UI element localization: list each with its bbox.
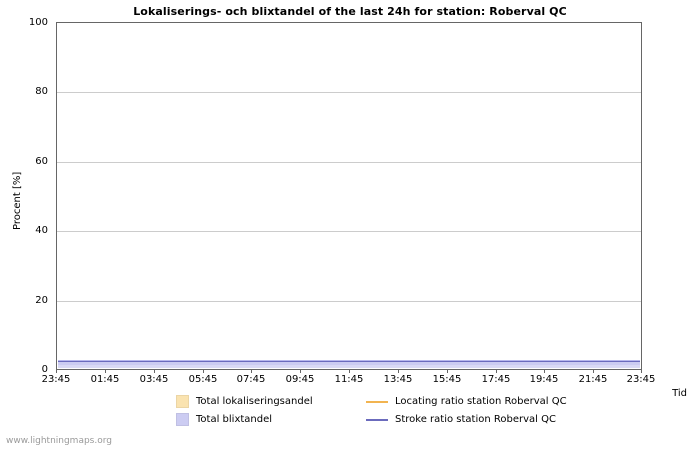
x-tick-label: 09:45 — [285, 374, 315, 385]
legend-swatch-box-icon — [176, 395, 189, 408]
x-tick-label: 03:45 — [139, 374, 169, 385]
y-tick-label: 80 — [35, 86, 48, 97]
x-axis-title: Tid — [672, 388, 687, 399]
legend-swatch-line-icon — [366, 396, 388, 406]
x-tick — [447, 369, 448, 373]
legend-item-total-blixtandel — [176, 413, 366, 426]
series-area-total-lokaliseringsandel — [58, 365, 640, 368]
gridline — [57, 162, 641, 163]
x-tick — [544, 369, 545, 373]
x-tick-label: 13:45 — [383, 374, 413, 385]
y-tick-label: 60 — [35, 156, 48, 167]
y-tick-label: 20 — [35, 295, 48, 306]
chart-title: Lokaliserings- och blixtandel of the last 24h for station: Roberval QC — [133, 5, 567, 18]
y-tick-label: 100 — [28, 17, 48, 28]
legend-item-stroke-ratio — [366, 414, 556, 425]
x-tick — [398, 369, 399, 373]
legend-label: Total lokaliseringsandel — [196, 395, 313, 407]
chart-legend — [176, 392, 596, 428]
x-tick-label: 05:45 — [188, 374, 218, 385]
y-tick-label: 40 — [35, 225, 48, 236]
x-tick — [154, 369, 155, 373]
x-tick-label: 23:45 — [626, 374, 656, 385]
x-tick-label: 19:45 — [529, 374, 559, 385]
x-tick-label: 15:45 — [432, 374, 462, 385]
x-tick — [300, 369, 301, 373]
legend-label: Total blixtandel — [196, 413, 273, 425]
x-tick-label: 07:45 — [236, 374, 266, 385]
legend-swatch-box-icon — [176, 413, 189, 426]
x-tick — [203, 369, 204, 373]
x-tick — [496, 369, 497, 373]
x-tick-label: 11:45 — [334, 374, 364, 385]
y-tick-label: 0 — [41, 364, 48, 375]
x-tick-label: 23:45 — [41, 374, 71, 385]
legend-label: Locating ratio station Roberval QC — [395, 395, 567, 407]
x-tick — [593, 369, 594, 373]
gridline — [57, 92, 641, 93]
legend-row — [176, 392, 596, 410]
gridline — [57, 231, 641, 232]
x-tick-label: 01:45 — [90, 374, 120, 385]
y-axis-title: Procent [%] — [12, 171, 23, 230]
x-tick — [349, 369, 350, 373]
x-tick — [56, 369, 57, 373]
legend-item-total-lokaliseringsandel — [176, 395, 366, 408]
plot-area — [56, 22, 642, 370]
x-tick-label: 21:45 — [578, 374, 608, 385]
gridline — [57, 301, 641, 302]
legend-row — [176, 410, 596, 428]
x-tick — [641, 369, 642, 373]
legend-item-locating-ratio — [366, 395, 567, 407]
legend-swatch-line-icon — [366, 414, 388, 424]
legend-label: Stroke ratio station Roberval QC — [395, 413, 556, 425]
x-tick-label: 17:45 — [481, 374, 511, 385]
x-tick — [105, 369, 106, 373]
watermark-text: www.lightningmaps.org — [6, 436, 112, 446]
series-line-stroke-ratio — [58, 361, 640, 362]
x-tick — [251, 369, 252, 373]
